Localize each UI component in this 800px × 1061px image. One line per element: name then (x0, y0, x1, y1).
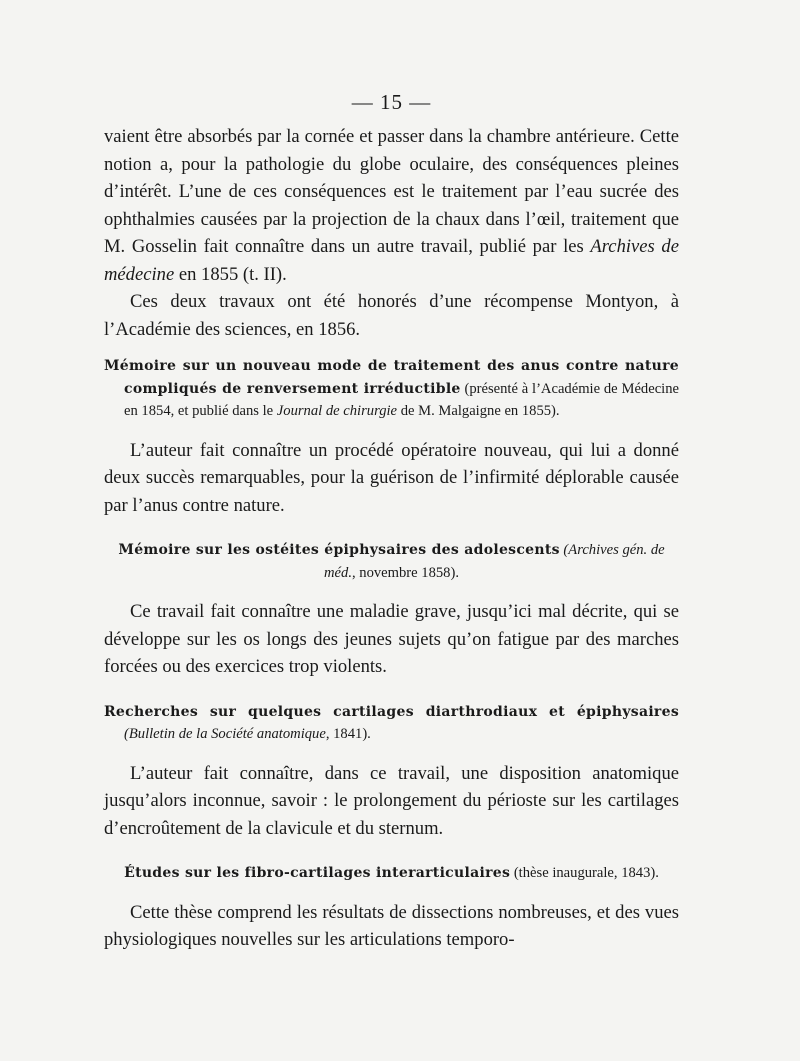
entry-4-title: Études sur les fibro-cartilages interarticulaires (124, 865, 511, 881)
entry-3-title: Recherches sur quelques cartilages diarthrodiaux et épiphysaires (104, 703, 679, 720)
entry-1-journal: Journal de chirurgie (276, 403, 398, 419)
paragraph-2: Ces deux travaux ont été honorés d’une récompense Montyon, à l’Académie des sciences, en 1856. (104, 291, 679, 340)
paragraph-1-journal: Archives de médecine (104, 236, 679, 285)
entry-3-note (124, 726, 371, 742)
entry-4-note: (thèse inaugurale, 1843). (510, 865, 659, 881)
entry-3-journal: (Bulletin de la Société anatomique (124, 726, 326, 742)
entry-2-journal: (Archives gén. de méd. (324, 542, 665, 581)
entry-2-title: Mémoire sur les ostéites épiphysaires des adolescents (118, 542, 560, 558)
paragraph-1-text: vaient être absorbés par la cornée et passer dans la chambre antérieure. Cette notion a, pour la pathologie du globe oculaire, des conséquences pleines d’intérêt. L’une de ces conséquences est le traitement par l’eau sucrée des ophthalmies causées par la projection de la chaux dans l’œil, traitement que M. Gosselin fait connaître dans un autre travail, publié par les (104, 126, 679, 257)
paragraph-6: Cette thèse comprend les résultats de dissections nombreuses, et des vues physiologiques nouvelles sur les articulations temporo- (104, 901, 679, 950)
document-page (104, 90, 679, 954)
paragraph-1 (104, 123, 679, 288)
bibliography-entry-3 (104, 701, 679, 746)
paragraph-5: L’auteur fait connaître, dans ce travail, une disposition anatomique jusqu’alors inconnue, savoir : le prolongement du périoste sur les cartilages d’encroûtement de la clavicule et du sternum. (104, 762, 679, 839)
bibliography-entry-1 (104, 355, 679, 423)
entry-3-note-b: , 1841). (325, 726, 371, 742)
entry-1-title: Mémoire sur un nouveau mode de traitement des anus contre nature compliqués de renversement irréductible (104, 358, 679, 397)
bibliography-entry-2 (104, 539, 679, 584)
page-number: — 15 — (351, 90, 432, 114)
paragraph-4: Ce travail fait connaître une maladie grave, jusqu’ici mal décrite, qui se développe sur les os longs des jeunes sujets qu’on fatigue par des marches forcées ou des exercices trop violents. (104, 601, 679, 677)
entry-2-note-b: , novembre 1858). (351, 564, 459, 581)
bibliography-entry-4 (104, 862, 679, 885)
paragraph-3: L’auteur fait connaître un procédé opératoire nouveau, qui lui a donné deux succès remarquables, pour la guérison de l’infirmité déplorable causée par l’anus contre nature. (104, 439, 679, 516)
paragraph-1-end: en 1855 (t. II). (174, 263, 287, 285)
entry-1-note-b: de M. Malgaigne en 1855). (397, 403, 560, 419)
entry-1-note-a: (présenté à l’Académie de Médecine en 1854, et publié dans le (124, 380, 680, 419)
